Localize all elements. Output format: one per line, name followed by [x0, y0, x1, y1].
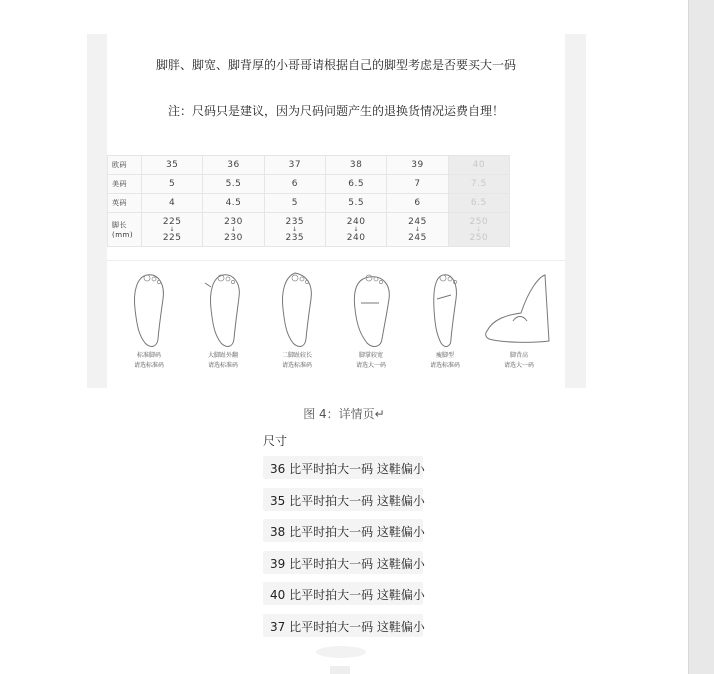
long-second-toe-foot-icon: [275, 269, 319, 351]
foot-type-caption: [261, 351, 333, 371]
size-option-button[interactable]: 40 比平时拍大一码 这鞋偏小: [263, 582, 423, 605]
size-value-cell: 6: [264, 175, 325, 194]
foot-length-min: 250: [469, 216, 489, 227]
fit-advice-text: 脚胖、脚宽、脚背厚的小哥哥请根据自己的脚型考虑是否要买大一码: [155, 58, 516, 72]
foot-type-advice: 请选标准码: [281, 362, 312, 369]
size-value-cell: 6.5: [325, 175, 386, 194]
foot-type-advice: 请选大一码: [503, 362, 534, 369]
foot-length-label: [108, 213, 142, 247]
size-option-button[interactable]: 36 比平时拍大一码 这鞋偏小: [263, 456, 423, 479]
size-value-cell: 38: [325, 156, 386, 175]
range-arrow-icon: ↓: [230, 225, 237, 233]
size-value-cell: 4: [142, 194, 203, 213]
size-option-button[interactable]: 35 比平时拍大一码 这鞋偏小: [263, 488, 423, 511]
foot-type-advice: 请选标准码: [207, 362, 238, 369]
foot-type-item: [335, 261, 407, 389]
size-value-cell: 5.5: [325, 194, 386, 213]
foot-length-max: 230: [224, 232, 243, 243]
size-value-cell: 7: [387, 175, 448, 194]
size-table-row: [108, 156, 510, 175]
return-policy-note: 注：尺码只是建议，因为尺码问题产生的退换货情况运费自理！: [167, 104, 504, 118]
foot-length-max: 240: [346, 232, 366, 243]
size-value-cell: 5.5: [203, 175, 264, 194]
size-system-label: 美码: [108, 175, 142, 194]
size-conversion-table: [107, 155, 510, 247]
foot-length-min: 245: [408, 216, 427, 227]
foot-length-label-text: 脚长: [112, 220, 127, 229]
size-system-label: 欧码: [108, 156, 142, 175]
size-chart-image: [87, 34, 586, 388]
range-arrow-icon: ↓: [414, 225, 421, 233]
size-value-cell: 6: [387, 194, 448, 213]
foot-type-item: [483, 261, 555, 389]
foot-length-min: 235: [285, 216, 305, 227]
foot-length-cell: [203, 213, 264, 247]
size-value-cell: 39: [387, 156, 448, 175]
foot-length-unit: (mm): [112, 230, 134, 239]
size-value-cell: 5: [142, 175, 203, 194]
foot-type-item: [187, 261, 259, 389]
bunion-foot-icon: [201, 269, 245, 351]
foot-length-min: 240: [346, 216, 366, 227]
size-value-cell: 36: [203, 156, 264, 175]
foot-type-name: 大脚趾外翻: [207, 352, 238, 359]
foot-length-max: 250: [469, 232, 489, 243]
normal-foot-icon: [127, 269, 171, 351]
foot-type-name: 二脚趾较长: [281, 352, 312, 359]
size-system-label: 英码: [108, 194, 142, 213]
size-chart-content: [107, 34, 565, 388]
size-value-cell: 7.5: [448, 175, 509, 194]
foot-length-cell: [448, 213, 509, 247]
wide-foot-icon: [349, 269, 393, 351]
foot-type-guide: [107, 260, 565, 388]
foot-length-max: 235: [285, 232, 305, 243]
foot-type-item: [409, 261, 481, 389]
size-value-cell: 37: [264, 156, 325, 175]
high-instep-foot-icon: [483, 269, 557, 351]
range-arrow-icon: ↓: [169, 225, 175, 233]
foot-type-advice: 请选大一码: [355, 362, 386, 369]
foot-length-cell: [387, 213, 448, 247]
foot-type-name: 瘦脚型: [435, 352, 454, 359]
size-value-cell: 4.5: [203, 194, 264, 213]
foot-type-name: 标准脚码: [136, 352, 161, 359]
size-value-cell: 40: [448, 156, 509, 175]
size-value-cell: 6.5: [448, 194, 509, 213]
size-value-cell: 35: [142, 156, 203, 175]
foot-length-cell: [325, 213, 386, 247]
range-arrow-icon: ↓: [292, 225, 298, 233]
foot-length-min: 225: [162, 216, 182, 227]
size-table-row: [108, 175, 510, 194]
foot-type-caption: [483, 351, 555, 371]
foot-type-item: [261, 261, 333, 389]
size-option-button[interactable]: 38 比平时拍大一码 这鞋偏小: [263, 519, 423, 542]
foot-type-caption: [187, 351, 259, 371]
thin-foot-icon: [423, 269, 467, 351]
foot-type-advice: 请选标准码: [429, 362, 460, 369]
foot-type-caption: [113, 351, 185, 371]
size-option-button[interactable]: 39 比平时拍大一码 这鞋偏小: [263, 551, 423, 574]
size-value-cell: 5: [264, 194, 325, 213]
range-arrow-icon: ↓: [476, 225, 482, 233]
foot-type-name: 脚掌较宽: [358, 352, 383, 359]
foot-type-caption: [409, 351, 481, 371]
size-table-row: [108, 194, 510, 213]
foot-length-max: 245: [408, 232, 427, 243]
foot-type-caption: [335, 351, 407, 371]
foot-length-min: 230: [224, 216, 243, 227]
foot-type-advice: 请选标准码: [133, 362, 164, 369]
range-arrow-icon: ↓: [353, 225, 359, 233]
foot-length-max: 225: [162, 232, 182, 243]
size-option-button[interactable]: 37 比平时拍大一码 这鞋偏小: [263, 614, 423, 637]
document-margin-gutter: [688, 0, 714, 674]
size-section-label: 尺寸: [263, 434, 288, 448]
foot-length-row: [108, 213, 510, 247]
foot-length-cell: [142, 213, 203, 247]
figure-caption: 图 4：详情页↵: [303, 407, 385, 421]
partial-option-shadow-2: [330, 666, 350, 674]
partial-option-shadow: [316, 646, 366, 658]
foot-type-item: [113, 261, 185, 389]
foot-length-cell: [264, 213, 325, 247]
foot-type-name: 脚背高: [509, 352, 528, 359]
